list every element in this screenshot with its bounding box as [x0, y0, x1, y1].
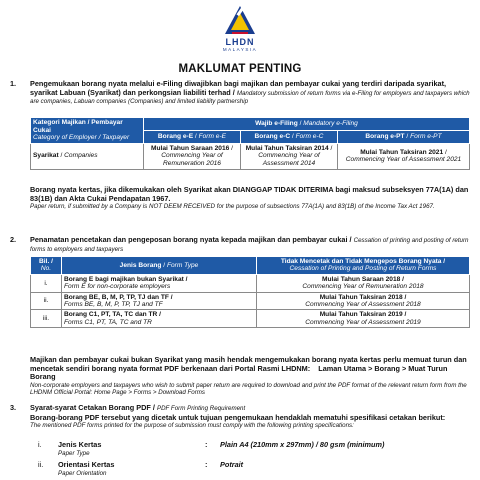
table-cell: Mulai Tahun Taksiran 2014 / Commencing Year of Assessment 2014 [241, 143, 338, 169]
no-header-ms: Bil. / [39, 258, 53, 265]
intro-en: The mentioned PDF forms printed for the purpose of submission must comply with the following printing specifications: [30, 422, 354, 430]
form-type-en: Forms BE, B, M, P, TP, TJ and TF [64, 301, 163, 309]
spec-colon: : [205, 460, 208, 469]
section-1 [10, 79, 470, 106]
logo-subtext: MALAYSIA [222, 47, 258, 52]
section-3 [10, 403, 470, 430]
spec-number: ii. [38, 460, 44, 469]
section-heading-en: Mandatory submission of return forms via e-Filing for employers and taxpayers which are companies, Labuan companies (Companies) and limited liability partnership [30, 89, 470, 106]
form-type-en: Form E for non-corporate employers [64, 283, 171, 291]
note-ms: Majikan dan pembayar cukai bukan Syarikat yang masih hendak mengemukakan borang nyata kertas perlu memuat turun dan mencetak sendiri borang nyata format PDF berkenaan dari Portal Rasmi LHDNM: [30, 355, 467, 373]
no-header-en: No. [40, 265, 52, 273]
form-header-ms: Borang e-PT [365, 133, 405, 141]
section-heading-en: PDF Form Printing Requirement [156, 405, 246, 412]
form-type-ms: Borang C1, PT, TA, TC dan TR / [64, 311, 161, 319]
note-en: Non-corporate employers and taxpayers who wish to submit paper return are required to download and print the PDF format of the relevant return form from the LHDNM Official Portal: Home Page > Forms > Download Forms [30, 381, 467, 397]
row-number: i. [31, 274, 62, 292]
row-number: ii. [31, 292, 62, 310]
form-header-en: Form e-PT [410, 133, 442, 141]
form-header-en: Form e-E [198, 133, 227, 141]
cessation-cell [257, 274, 470, 292]
section-2 [10, 235, 470, 253]
section-1-note [30, 186, 470, 211]
form-header-en: Form e-C [295, 133, 324, 141]
spec-value: Potrait [220, 460, 244, 469]
intro-ms: Borang-borang PDF tersebut yang dicetak untuk tujuan pengemukaan hendaklah mematuhi spesifikasi cetakan berikut: [30, 412, 446, 422]
cessation-cell [257, 292, 470, 310]
spec-label [58, 441, 198, 458]
form-header: Borang e-PT / Form e-PT [338, 130, 470, 143]
cessation-header-ms: Tidak Mencetak dan Tidak Mengepos Borang Nyata / [280, 258, 446, 265]
note-ms: Borang nyata kertas, jika dikemukakan oleh Syarikat akan DIANGGAP TIDAK DITERIMA bagi maksud subseksyen 77A(1A) dan 83(1B) dan Akta Cukai Pendapatan 1967. [30, 185, 469, 203]
table-cell: Mulai Tahun Taksiran 2021 / Commencing Year of Assessment 2021 [338, 143, 470, 169]
portal-path: Laman Utama > Borang > Muat Turun Borang [30, 363, 448, 382]
lhdn-emblem-icon [223, 4, 257, 38]
form-type-header-en: Form Type [166, 261, 199, 269]
page-title: MAKLUMAT PENTING [178, 63, 302, 75]
cell-en: Commencing Year of Assessment 2021 [345, 156, 462, 164]
form-header-ms: Borang e-E [157, 133, 194, 141]
cessation-ms: Mulai Tahun Saraan 2018 / [322, 275, 404, 283]
cessation-table [30, 256, 470, 328]
category-header-en: Category of Employer / Taxpayer [33, 134, 130, 142]
category-header-ms: Kategori Majikan / Pembayar Cukai [33, 119, 123, 134]
section-heading-en: Cessation of printing and posting of return forms to employers and taxpayers [30, 237, 469, 253]
cell-ms: Mulai Tahun Taksiran 2014 [245, 144, 329, 152]
cell-ms: Mulai Tahun Taksiran 2021 [360, 148, 444, 156]
form-type-ms: Borang BE, B, M, P, TP, TJ dan TF / [64, 293, 173, 301]
row-label-ms: Syarikat [33, 152, 59, 160]
group-header-ms: Wajib e-Filing [255, 120, 298, 128]
cessation-ms: Mulai Tahun Taksiran 2019 / [319, 311, 407, 319]
cessation-en: Commencing Year of Assessment 2019 [305, 318, 421, 326]
form-type-ms: Borang E bagi majikan bukan Syarikat / [64, 275, 188, 283]
spec-label-en: Paper Type [58, 450, 90, 458]
section-2-note [30, 356, 470, 397]
form-type-cell [62, 292, 257, 310]
table-cell: Mulai Tahun Saraan 2016 / Commencing Year of Remuneration 2016 [144, 143, 241, 169]
category-header [31, 118, 144, 144]
cessation-cell [257, 310, 470, 328]
section-number: 2. [10, 235, 17, 244]
form-type-cell [62, 274, 257, 292]
spec-number: i. [38, 440, 42, 449]
cessation-en: Commencing Year of Remuneration 2018 [302, 283, 424, 291]
table-row [31, 143, 470, 169]
cell-en: Commencing Year of Remuneration 2016 [161, 152, 223, 167]
spec-value: Plain A4 (210mm x 297mm) / 80 gsm (minimum) [220, 440, 385, 449]
row-label: Syarikat / Companies [31, 143, 144, 169]
mandatory-efiling-header: Wajib e-Filing / Mandatory e-Filing [144, 118, 470, 131]
note-en: Paper return, if submitted by a Company is NOT DEEM RECEIVED for the purpose of subsections 77A(1A) and 83(1B) of the Income Tax Act 1967. [30, 203, 435, 211]
table-row [31, 274, 470, 292]
spec-label-en: Paper Orientation [58, 470, 107, 478]
spec-label-ms: Orientasi Kertas [58, 460, 115, 469]
form-type-cell [62, 310, 257, 328]
section-heading: Penamatan pencetakan dan pengeposan borang nyata kepada majikan dan pembayar cukai / [30, 235, 352, 244]
form-type-header-ms: Jenis Borang [119, 261, 162, 269]
group-header-en: Mandatory e-Filing [303, 120, 358, 128]
form-type-header: Jenis Borang / Form Type [62, 257, 257, 275]
spec-label [58, 461, 198, 478]
section-heading: Pengemukaan borang nyata melalui e-Filing diwajibkan bagi majikan dan pembayar cukai yang terdiri daripada syarikat, syarikat Labuan (Syarikat) dan perkongsian liabiliti terhad / [30, 79, 447, 97]
row-label-en: Companies [64, 152, 98, 160]
row-number: iii. [31, 310, 62, 328]
logo-text: LHDN [225, 37, 255, 47]
no-header [31, 257, 62, 275]
cessation-header [257, 257, 470, 275]
form-header: Borang e-E / Form e-E [144, 130, 241, 143]
cell-en: Commencing Year of Assessment 2014 [258, 152, 320, 167]
spec-colon: : [205, 440, 208, 449]
cessation-header-en: Cessation of Printing and Posting of Return Forms [289, 265, 437, 273]
table-row [31, 292, 470, 310]
section-number: 1. [10, 79, 17, 88]
cessation-ms: Mulai Tahun Taksiran 2018 / [319, 293, 407, 301]
section-heading: Syarat-syarat Cetakan Borang PDF / [30, 403, 155, 412]
cessation-en: Commencing Year of Assessment 2018 [305, 301, 421, 309]
efiling-table [30, 117, 470, 170]
lhdn-logo [212, 4, 268, 64]
form-type-en: Forms C1, PT, TA, TC and TR [64, 318, 152, 326]
cell-ms: Mulai Tahun Saraan 2016 [151, 144, 230, 152]
section-number: 3. [10, 403, 17, 412]
form-header: Borang e-C / Form e-C [241, 130, 338, 143]
table-row [31, 310, 470, 328]
form-header-ms: Borang e-C [254, 133, 291, 141]
spec-label-ms: Jenis Kertas [58, 440, 102, 449]
